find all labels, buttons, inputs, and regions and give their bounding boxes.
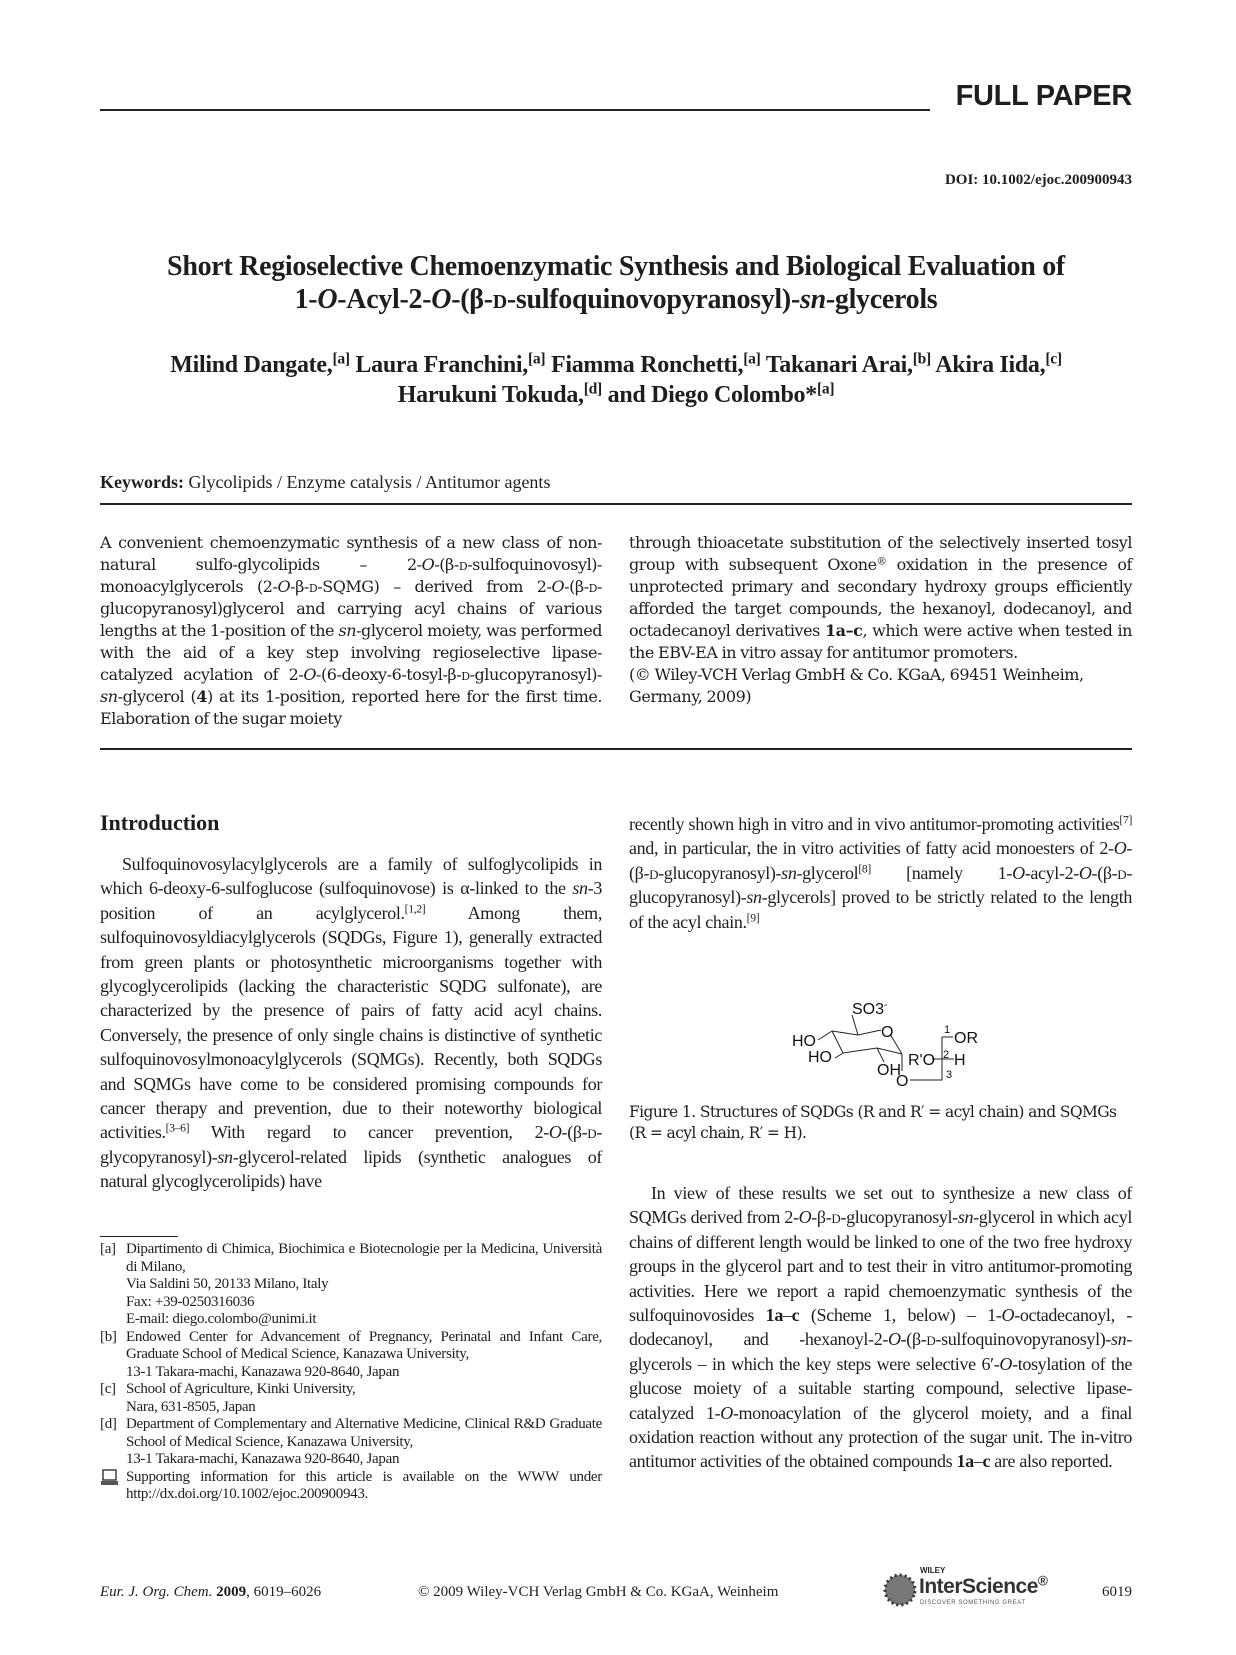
text-run: -glycerols – in which the key steps were selective 6′- (629, 1329, 1132, 1374)
text-run: [b] (912, 350, 931, 368)
text-run: , 6019–6026 (246, 1584, 322, 1600)
text-run: and, in particular, the in vitro activities of fatty acid monoesters of 2- (629, 838, 1114, 859)
text-run: -glucopyranosyl)- (469, 665, 602, 684)
abstract-col-1 (100, 532, 602, 730)
footnote-tag: [b] (100, 1328, 117, 1345)
text-run: are also reported. (990, 1451, 1113, 1472)
text-run: -glucopyranosyl- (840, 1207, 958, 1228)
text-run: -Acyl-2- (337, 284, 432, 315)
text-run: O (1078, 862, 1092, 883)
text-run: recently shown high in vitro and in vivo antitumor-promoting activities (629, 814, 1120, 834)
text-run: -octadecanoyl, -dodecanoyl, and -hexanoyl-2- (629, 1305, 1132, 1350)
logo-name (919, 1575, 1047, 1599)
label-oh-2: OH (877, 1062, 901, 1079)
article-title-line-1 (100, 250, 1132, 283)
text-run: d (649, 862, 659, 883)
supporting-info-link[interactable]: Supporting information for this article is available on the WWW under http://dx.doi.org/10.1002/ejoc.200900943. (126, 1468, 602, 1502)
label-h: H (954, 1052, 966, 1069)
text-run: [9] (746, 911, 760, 925)
text-run: -sulfoquinovopyranosyl)- (506, 284, 800, 315)
footnote-tag: [a] (100, 1241, 116, 1257)
globe-icon (878, 1568, 918, 1608)
text-run: In view of these results we set out to synthesize a new class of SQMGs derived from 2- (629, 1183, 1132, 1228)
text-run: [namely 1- (870, 862, 1013, 883)
footnote-d (100, 1416, 602, 1469)
text-run: Takanari Arai, (760, 352, 913, 378)
text-run: – (782, 1305, 792, 1326)
keywords (100, 472, 550, 493)
text-run: O (1001, 1305, 1015, 1326)
text-run: Laura Franchini, (349, 352, 528, 378)
abstract-text (629, 532, 1132, 664)
logo-registered: ® (1037, 1573, 1048, 1589)
text-run: through thioacetate substitution of the selectively inserted tosyl group with subsequent Oxone (629, 533, 1132, 574)
text-run: d (308, 577, 318, 596)
text-run: Keywords: (100, 472, 184, 492)
figure-1-structure (780, 1000, 1040, 1110)
text-run: -glycerol in which acyl chains of different length would be linked to one of the two free hydroxy groups in the glycerol part and to test their in vitro antitumor-promoting activities. Here we report a rapid chemoenzymatic synthesis of the sulfoquinovosides (629, 1207, 1132, 1326)
text-run: O (888, 1329, 901, 1350)
text-run: sn (799, 284, 826, 315)
text-run: O (317, 284, 338, 315)
footnote-line: Via Saldini 50, 20133 Milano, Italy (126, 1276, 329, 1292)
text-run: -glucopyranosyl)glycerol and carrying acyl chains of various lengths at the 1-position of the (100, 577, 603, 640)
text-run: -glycerols] proved to be strictly related to the length of the acyl chain. (629, 887, 1132, 932)
text-run: , which were active when tested in the EBV-EA in vitro assay for antitumor promoters. (629, 621, 1132, 662)
footnote-line: Fax: +39-0250316036 (126, 1293, 255, 1310)
text-run: 1- (294, 284, 318, 315)
logo-tagline: DISCOVER SOMETHING GREAT (920, 1600, 1026, 1606)
text-run: -glucopyranosyl)- (658, 862, 782, 883)
text-run: -glucopyranosyl)- (629, 862, 1132, 908)
text-run: c (791, 1305, 800, 1326)
footnote-tag: [c] (100, 1381, 116, 1397)
footnotes (100, 1241, 602, 1504)
text-run: d (588, 577, 598, 596)
text-run: O (798, 1207, 812, 1228)
text-run: Harukuni Tokuda, (397, 382, 584, 408)
text-run: [a] (743, 350, 761, 368)
text-run: O (421, 555, 435, 574)
interscience-logo (878, 1566, 1048, 1610)
text-run: d (461, 665, 470, 684)
text-run: – (973, 1451, 983, 1472)
label-ring-oxygen: O (881, 1024, 894, 1041)
text-run: -(6-deoxy-6-tosyl-β- (316, 665, 462, 684)
logo-publisher: WILEY (920, 1566, 946, 1575)
text-run: sn (338, 621, 357, 640)
footnote-b (100, 1329, 602, 1382)
intro-paragraph-1 (100, 852, 602, 1194)
text-run: -(β- (561, 1122, 588, 1143)
text-run: [3–6] (165, 1122, 190, 1136)
text-run: O (1012, 862, 1025, 883)
text-run: O (431, 284, 452, 315)
text-run: O (277, 577, 291, 596)
logo-name-text: InterScience (919, 1575, 1038, 1598)
footnote-supporting-info (100, 1469, 602, 1504)
footnote-rule (100, 1236, 178, 1237)
text-run: Figure 1. Structures of SQDGs (R and R′ = acyl chain) and SQMGs (R = acyl chain, R′ = H). (629, 1103, 1117, 1142)
page-number: 6019 (1102, 1584, 1132, 1600)
footnote-line: Endowed Center for Advancement of Pregnancy, Perinatal and Infant Care, Graduate School of Medical Science, Kanazawa University, (126, 1328, 602, 1362)
text-run: oxidation in the presence of unprotected primary and secondary hydroxy groups efficiently afforded the target compounds, the hexanoyl, dodecanoyl, and octadecanoyl derivatives (629, 555, 1132, 640)
text-run: c (982, 1451, 991, 1472)
figure-1-caption (629, 1102, 1132, 1144)
text-run: (Scheme 1, below) – 1- (799, 1305, 1002, 1326)
text-run: -β- (811, 1207, 832, 1228)
text-run: ® (876, 555, 887, 568)
page-footer (100, 1566, 1132, 1608)
text-run: -sulfoquinovosyl)-monoacylglycerols (2- (100, 555, 602, 596)
text-run: [d] (583, 380, 602, 398)
footnote-line: 13-1 Takara-machi, Kanazawa 920-8640, Japan (126, 1363, 400, 1380)
footer-copyright: © 2009 Wiley-VCH Verlag GmbH & Co. KGaA, Weinheim (418, 1584, 779, 1600)
text-run: d (458, 555, 468, 574)
text-run: [a] (816, 380, 835, 398)
abstract-copyright (629, 664, 1132, 708)
text-run: [a] (528, 350, 546, 368)
text-run: [a] (332, 350, 350, 368)
text-run: [1,2] (404, 902, 426, 916)
text-run: sn (572, 878, 588, 899)
keywords-rule (100, 503, 1132, 505)
footnote-email[interactable]: E-mail: diego.colombo@unimi.it (126, 1311, 317, 1327)
text-run: (© Wiley-VCH Verlag GmbH & Co. KGaA, 69451 Weinheim, Germany, 2009) (629, 665, 1084, 706)
text-run: Sulfoquinovosylacylglycerols are a family of sulfoglycolipids in which 6-deoxy-6-sulfoglucose (sulfoquinovose) is α-linked to the (100, 854, 602, 899)
text-run: -glycerol moiety, was performed with the aid of a key step involving regioselective lipase-catalyzed acylation of 2- (100, 621, 603, 684)
label-or: OR (954, 1030, 978, 1047)
abstract-rule (100, 748, 1132, 750)
label-carbon-1: 1 (944, 1024, 951, 1036)
footnote-line: Dipartimento di Chimica, Biochimica e Biotecnologie per la Medicina, Università di Milano, (126, 1241, 602, 1275)
label-ho-3: HO (808, 1049, 832, 1066)
label-carbon-3: 3 (946, 1069, 953, 1081)
text-run: 1a (956, 1451, 974, 1472)
text-run: -(β- (900, 1329, 927, 1350)
authors-line-2 (100, 380, 1132, 410)
text-run: and Diego Colombo* (601, 382, 817, 408)
text-run: Among them, sulfoquinovosyldiacylglycerols (SQDGs, Figure 1), generally extracted from green plants or photosynthetic microorganisms together with glycoglycerolipids (lacking the characteristic SQDG sulfonate), are characterized by the presence of pairs of fatty acid acyl chains. Conversely, the presence of only single chains is distinctive of synthetic sulfoquinovosylmonoacylglycerols (SQMGs). Recently, both SQDGs and SQMGs have come to be considered promising compounds for cancer therapy and prevention, due to their noteworthy biological activities. (100, 902, 602, 1143)
text-run: With regard to cancer prevention, 2- (189, 1122, 549, 1143)
text-run: -monoacylation of the glycerol moiety, and a final oxidation reaction without any protection of the sugar unit. The in-vitro antitumor activities of the obtained compounds (629, 1402, 1132, 1472)
text-run: -(β- (629, 838, 1132, 883)
label-carbon-2: 2 (943, 1049, 950, 1061)
text-run: 2009 (216, 1584, 247, 1600)
text-run: -acyl-2- (1024, 862, 1079, 883)
label-ho-4: HO (792, 1033, 816, 1050)
text-run: sn (746, 887, 762, 908)
text-run: 1a–c (824, 621, 863, 640)
text-run: O (1113, 838, 1127, 859)
text-run: 1a (765, 1305, 783, 1326)
text-run: -glycerol ( (117, 687, 197, 706)
text-run: [8] (858, 862, 871, 876)
footnote-line: School of Agriculture, Kinki University, (126, 1381, 356, 1397)
text-run: -(β- (564, 577, 589, 596)
doi: DOI: 10.1002/ejoc.200900943 (944, 172, 1132, 188)
text-run: Short Regioselective Chemoenzymatic Synthesis and Biological Evaluation of (167, 251, 1065, 282)
text-run: -tosylation of the glucose moiety of a suitable starting compound, selective lipase-catalyzed 1- (629, 1353, 1132, 1423)
text-run: -glycopyranosyl)- (100, 1122, 602, 1167)
computer-icon (100, 1469, 126, 1504)
text-run: O (551, 577, 565, 596)
text-run: O (303, 665, 317, 684)
text-run: -β- (290, 577, 309, 596)
intro-paragraph-1-cont (629, 812, 1132, 934)
header-rule (100, 109, 930, 111)
article-title-line-2 (100, 283, 1132, 316)
abstract-col-2 (629, 532, 1132, 708)
text-run: d (1117, 862, 1127, 883)
footnote-c (100, 1381, 602, 1416)
text-run: d (587, 1122, 597, 1143)
footnote-line: Nara, 631-8505, Japan (126, 1398, 256, 1415)
text-run: O (720, 1402, 733, 1423)
text-run: d (492, 284, 507, 315)
text-run: O (999, 1353, 1013, 1374)
intro-paragraph-2 (629, 1181, 1132, 1474)
text-run: -glycerol (796, 862, 859, 883)
text-run: d (831, 1207, 841, 1228)
footnote-tag: [d] (100, 1416, 117, 1432)
text-run: Milind Dangate, (170, 352, 333, 378)
footnote-line: Department of Complementary and Alternative Medicine, Clinical R&D Graduate School of Medical Science, Kanazawa University, (126, 1416, 602, 1450)
text-run: [c] (1045, 350, 1062, 368)
section-heading-introduction: Introduction (100, 810, 220, 835)
text-run: Glycolipids / Enzyme catalysis / Antitumor agents (184, 472, 551, 492)
text-run: -glycerol-related lipids (synthetic analogues of natural glycoglycerolipids) have (100, 1146, 602, 1192)
text-run: sn (217, 1146, 233, 1167)
footnote-line: 13-1 Takara-machi, Kanazawa 920-8640, Japan (126, 1451, 400, 1467)
text-run: 4 (196, 687, 207, 706)
text-run: d (926, 1329, 936, 1350)
text-run: sn (957, 1207, 974, 1228)
text-run: -(β- (451, 284, 493, 315)
text-run: O (548, 1122, 562, 1143)
text-run: -3 position of an acylglycerol. (100, 878, 602, 923)
text-run: A convenient chemoenzymatic synthesis of a new class of non-natural sulfo-glycolipids – 2- (100, 533, 602, 574)
label-sulfonate: SO3- (852, 1000, 888, 1018)
section-label: FULL PAPER (955, 80, 1132, 112)
text-run: Fiamma Ronchetti, (545, 352, 744, 378)
text-run: -(β- (434, 555, 459, 574)
footnote-a (100, 1241, 602, 1329)
journal-citation (100, 1584, 321, 1601)
authors-line-1 (100, 350, 1132, 380)
text-run: -SQMG) – derived from 2- (317, 577, 552, 596)
text-run: sn (781, 862, 797, 883)
text-run: Eur. J. Org. Chem. (100, 1584, 213, 1600)
text-run: ) at its 1-position, reported here for the first time. Elaboration of the sugar moiety (100, 687, 603, 728)
label-r-prime-o: R'O (908, 1052, 936, 1069)
text-run: sn (100, 687, 118, 706)
text-run: sn (1111, 1329, 1127, 1350)
text-run: -(β- (1091, 862, 1118, 883)
text-run: Akira Iida, (930, 352, 1046, 378)
text-run: -glycerols (825, 284, 938, 315)
text-run: -sulfoquinovopyranosyl)- (935, 1329, 1112, 1350)
text-run: [7] (1119, 813, 1132, 827)
label-glycosidic-oxygen: O (896, 1073, 909, 1090)
